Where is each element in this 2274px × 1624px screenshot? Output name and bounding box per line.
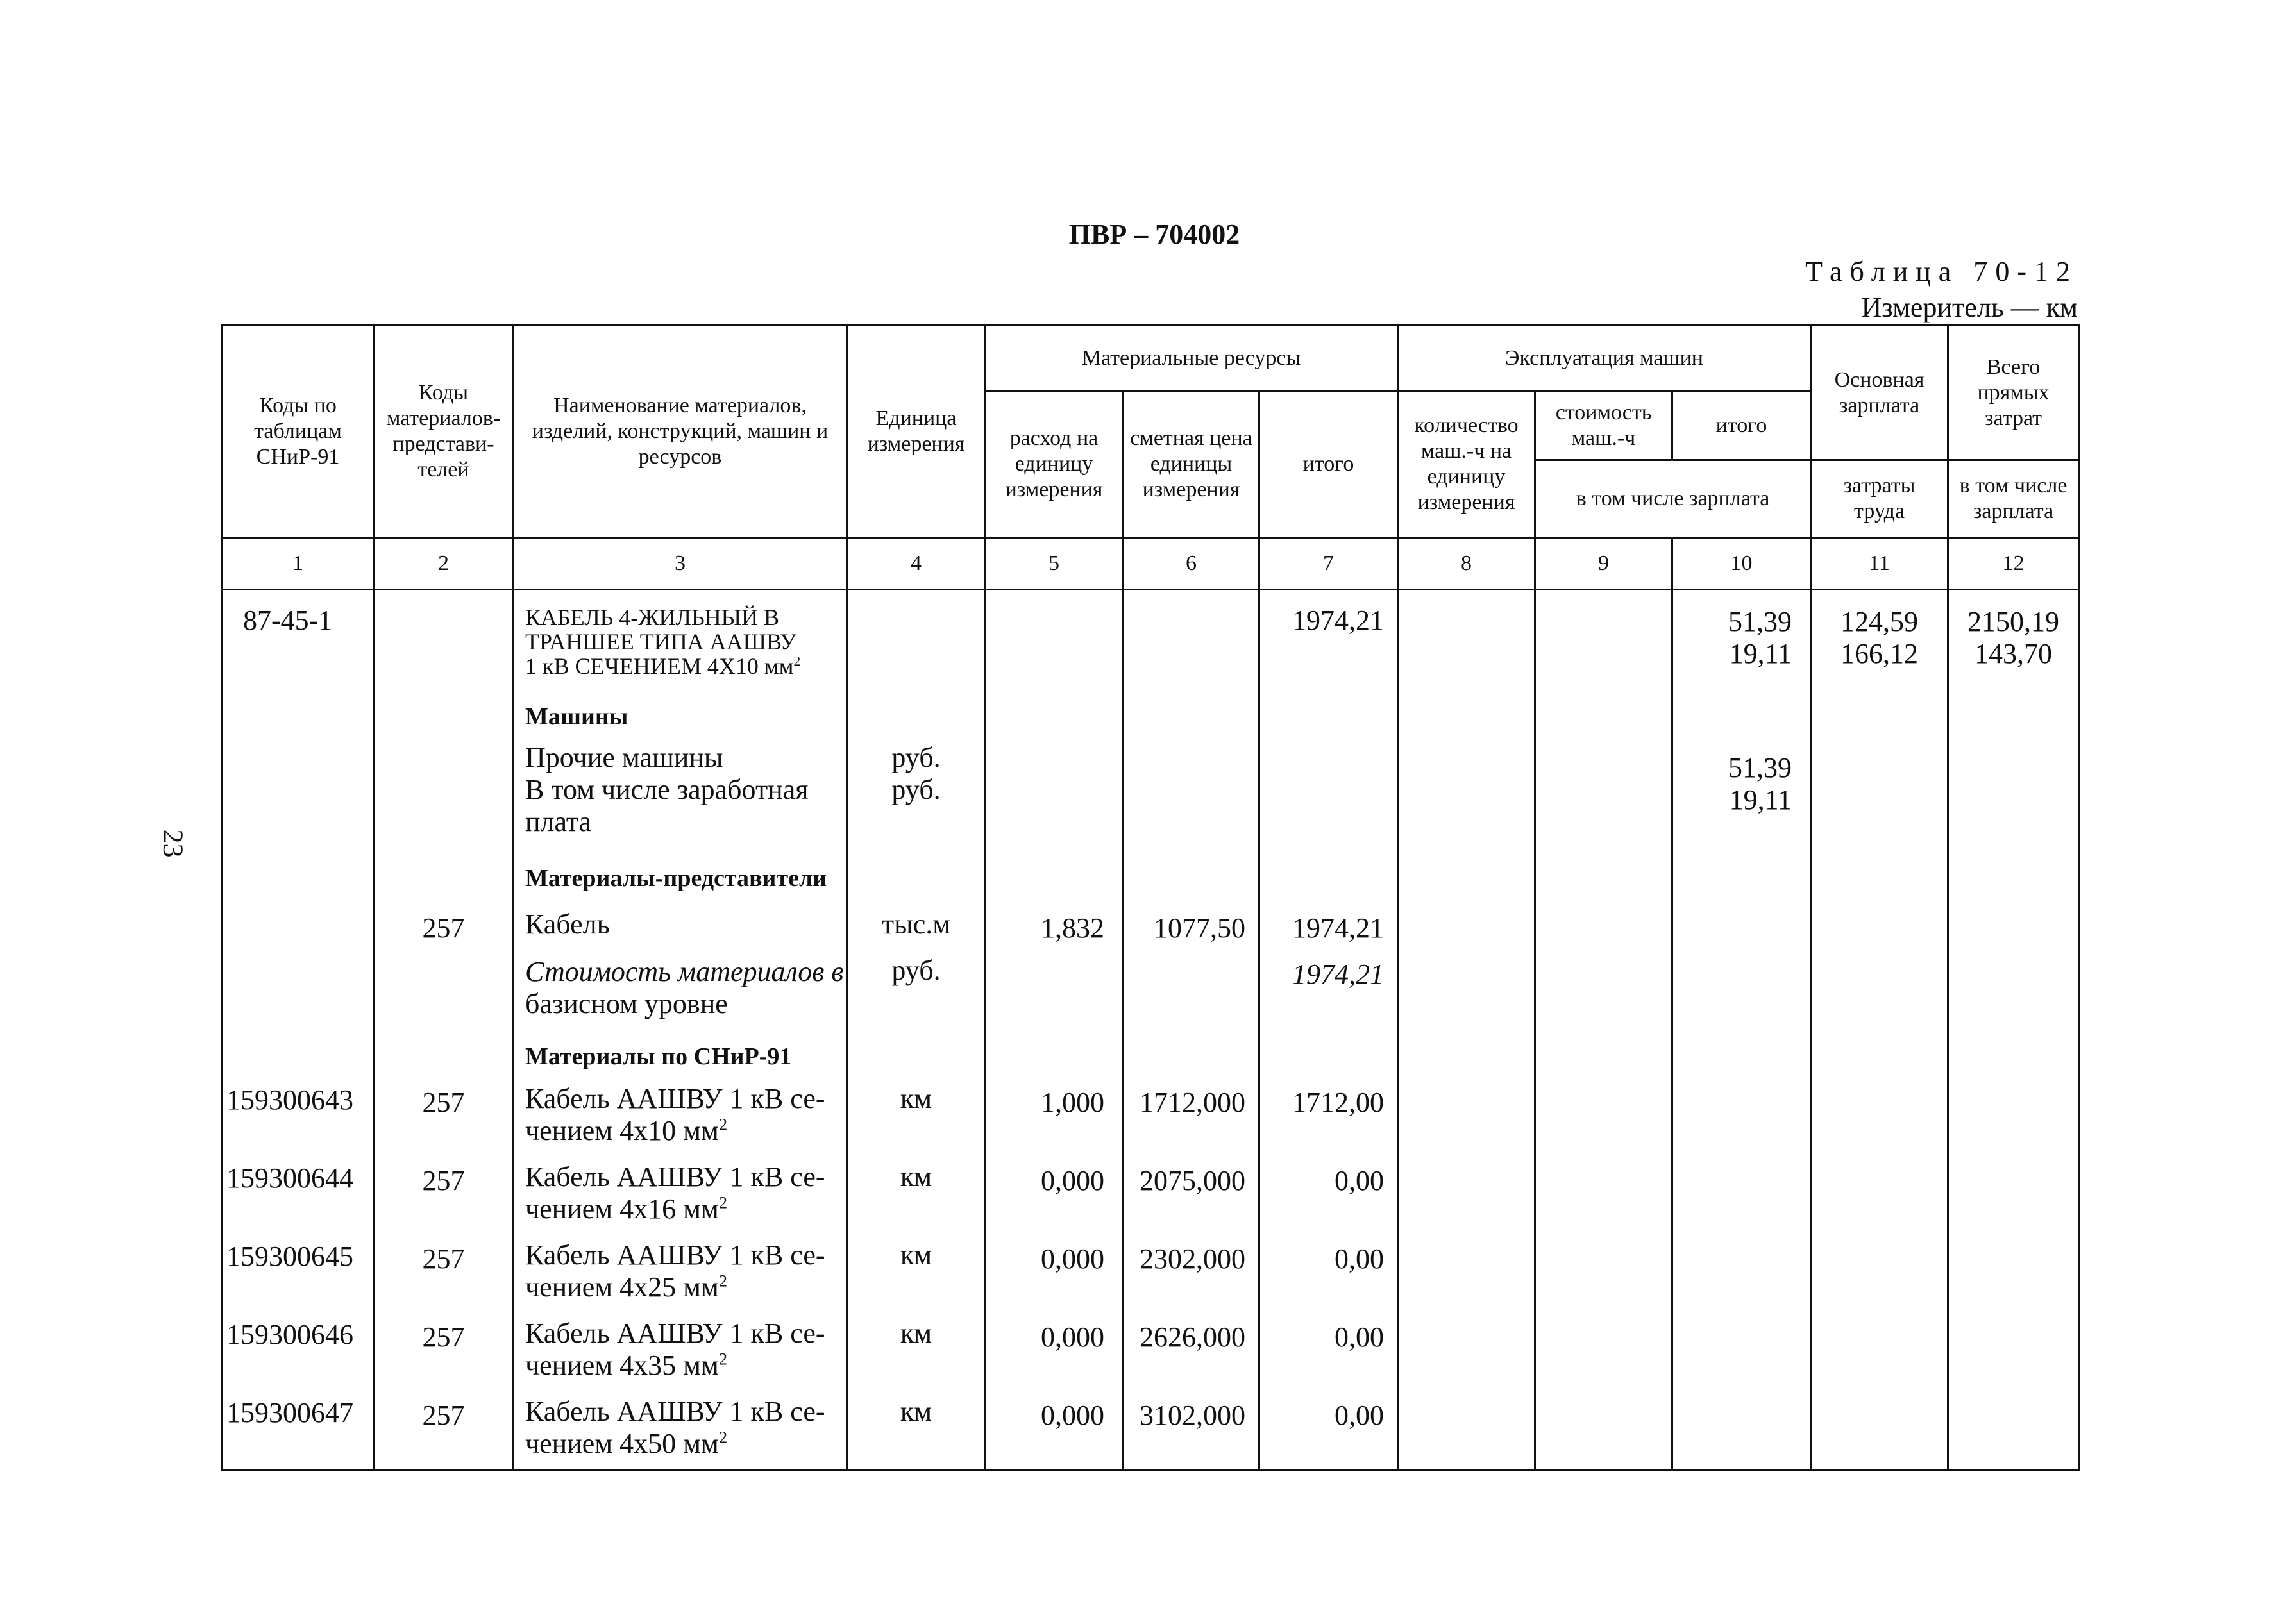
rep-code: 257	[422, 1321, 465, 1353]
header-col8: количество маш.-ч на единицу измерения	[1398, 391, 1535, 537]
column-number: 12	[1948, 537, 2079, 589]
price-value: 3102,000	[1140, 1399, 1245, 1431]
snip-item-name: Кабель ААШВУ 1 кВ се-	[525, 1082, 825, 1114]
main-item-name-line: 1 кВ СЕЧЕНИЕМ 4Х10 $мм^2$	[525, 653, 801, 679]
body-col-price	[1124, 589, 1259, 1471]
snip-heading: Материалы по СНиР-91	[525, 1042, 792, 1070]
unit-value: км	[900, 1317, 932, 1349]
body-col-total-direct	[1948, 589, 2079, 1471]
unit-value: км	[900, 1082, 932, 1114]
snip-item-name: чением 4х50 $мм^2$	[525, 1427, 728, 1459]
consumption-value: 0,000	[1041, 1243, 1104, 1275]
measure-unit-label: Измеритель — км	[1861, 292, 2078, 323]
snip-item-code: 159300643	[226, 1084, 353, 1116]
unit-value: руб.	[891, 954, 941, 986]
column-number: 6	[1124, 537, 1259, 589]
consumption-value: 0,000	[1041, 1164, 1104, 1196]
main-item-name-line: ТРАНШЕЕ ТИПА ААШВУ	[525, 628, 796, 655]
base-wage-value: 124,59	[1840, 605, 1919, 637]
rep-code: 257	[422, 912, 465, 944]
consumption-value: 0,000	[1041, 1399, 1104, 1431]
column-number: 7	[1259, 537, 1398, 589]
header-col5: расход на единицу измерения	[985, 391, 1124, 537]
body-col-rep-codes	[375, 589, 513, 1471]
main-item-name-line: КАБЕЛЬ 4-ЖИЛЬНЫЙ В	[525, 604, 780, 630]
snip-item-code: 159300647	[226, 1396, 353, 1428]
table-caption	[1805, 254, 2078, 326]
header-col9-10-sub: в том числе зарплата	[1535, 460, 1811, 537]
unit-value: тыс.м	[881, 908, 951, 940]
column-number: 11	[1811, 537, 1948, 589]
material-total-value: 1974,21	[1292, 912, 1385, 944]
snip-item-code: 159300645	[226, 1240, 353, 1272]
header-col1: Коды по таблицам СНиР-91	[222, 326, 375, 538]
unit-value: руб.	[891, 773, 941, 805]
estimate-table	[221, 324, 2080, 1473]
body-col-machine-hours	[1398, 589, 1535, 1471]
snip-item-name: чением 4х25 $мм^2$	[525, 1271, 728, 1303]
unit-value: км	[900, 1160, 932, 1193]
snip-item-name: Кабель ААШВУ 1 кВ се-	[525, 1395, 825, 1427]
header-col3: Наименование материалов, изделий, конструкций, машин и ресурсов	[513, 326, 848, 538]
table-title: Таблица 70-12	[1805, 256, 2078, 287]
page-number: 23	[157, 829, 189, 858]
header-col7: итого	[1259, 391, 1398, 537]
header-col6: сметная цена единицы измерения	[1124, 391, 1259, 537]
body-col-consumption	[985, 589, 1124, 1471]
body-col-machine-hour-cost	[1535, 589, 1672, 1471]
header-col12: Всего прямых затрат	[1948, 326, 2079, 460]
body-col-units	[848, 589, 985, 1471]
material-total-value: 1974,21	[1292, 604, 1385, 636]
header-col11: Основная зарплата	[1811, 326, 1948, 460]
price-value: 1077,50	[1154, 912, 1245, 944]
machines-wage-value: 19,11	[1729, 783, 1792, 816]
labor-costs-value: 166,12	[1840, 637, 1919, 669]
total-direct-value: 2150,19	[1967, 605, 2060, 637]
rep-code: 257	[422, 1164, 465, 1196]
body-col-names	[513, 589, 848, 1471]
unit-value: км	[900, 1239, 932, 1271]
unit-value: руб.	[891, 741, 941, 773]
machines-wage-label: плата	[525, 805, 592, 837]
table-bottom-border	[222, 1471, 2079, 1473]
price-value: 2302,000	[1140, 1243, 1245, 1275]
body-col-codes	[222, 589, 375, 1471]
material-total-value: 0,00	[1335, 1399, 1385, 1431]
main-item-code: 87-45-1	[243, 604, 333, 636]
header-col2: Коды материалов-представи-телей	[375, 326, 513, 538]
column-number: 1	[222, 537, 375, 589]
document-code: ПВР – 704002	[1068, 219, 1240, 250]
representatives-heading: Материалы-представители	[525, 864, 827, 892]
machines-total-value: 51,39	[1728, 751, 1792, 783]
snip-item-name: чением 4х16 $мм^2$	[525, 1193, 728, 1225]
header-machine-operation: Эксплуатация машин	[1398, 326, 1811, 391]
machines-wage-label: В том числе заработная	[525, 773, 809, 805]
price-value: 1712,000	[1140, 1086, 1245, 1118]
rep-code: 257	[422, 1243, 465, 1275]
column-number: 8	[1398, 537, 1535, 589]
column-number: 9	[1535, 537, 1672, 589]
consumption-value: 1,832	[1041, 912, 1104, 944]
price-value: 2626,000	[1140, 1321, 1245, 1353]
snip-item-name: Кабель ААШВУ 1 кВ се-	[525, 1160, 825, 1193]
column-number: 10	[1672, 537, 1811, 589]
column-number: 4	[848, 537, 985, 589]
header-col12-sub: в том числе зарплата	[1948, 460, 2079, 537]
column-number: 5	[985, 537, 1124, 589]
material-total-value: 0,00	[1335, 1164, 1385, 1196]
machines-wage-value: 19,11	[1729, 637, 1792, 669]
material-total-value: 1712,00	[1292, 1086, 1385, 1118]
materials-cost-label: Стоимость материалов в	[525, 955, 844, 987]
material-total-value: 0,00	[1335, 1321, 1385, 1353]
machines-heading: Машины	[525, 703, 628, 730]
header-col4: Единица измерения	[848, 326, 985, 538]
header-col9: стоимость маш.-ч	[1535, 391, 1672, 460]
body-col-material-total	[1259, 589, 1398, 1471]
price-value: 2075,000	[1140, 1164, 1245, 1196]
snip-item-code: 159300644	[226, 1162, 353, 1194]
consumption-value: 0,000	[1041, 1321, 1104, 1353]
cable-label: Кабель	[525, 908, 610, 940]
materials-cost-label: базисном уровне	[525, 987, 728, 1019]
snip-item-name: Кабель ААШВУ 1 кВ се-	[525, 1317, 825, 1349]
snip-item-name: чением 4х10 $мм^2$	[525, 1114, 728, 1146]
rep-code: 257	[422, 1086, 465, 1118]
total-direct-wage-value: 143,70	[1975, 637, 2053, 669]
column-number: 2	[375, 537, 513, 589]
snip-item-code: 159300646	[226, 1318, 353, 1350]
rep-code: 257	[422, 1399, 465, 1431]
other-machines-label: Прочие машины	[525, 741, 723, 773]
material-total-value: 1974,21	[1292, 958, 1385, 990]
snip-item-name: чением 4х35 $мм^2$	[525, 1349, 728, 1381]
body-col-base-wage	[1811, 589, 1948, 1471]
snip-item-name: Кабель ААШВУ 1 кВ се-	[525, 1239, 825, 1271]
header-material-resources: Материальные ресурсы	[985, 326, 1398, 391]
header-col10: итого	[1672, 391, 1811, 460]
column-number: 3	[513, 537, 848, 589]
body-col-machines-total	[1672, 589, 1811, 1471]
material-total-value: 0,00	[1335, 1243, 1385, 1275]
unit-value: км	[900, 1395, 932, 1427]
header-col11-sub: затраты труда	[1811, 460, 1948, 537]
consumption-value: 1,000	[1041, 1086, 1104, 1118]
machines-total-value: 51,39	[1728, 605, 1792, 637]
